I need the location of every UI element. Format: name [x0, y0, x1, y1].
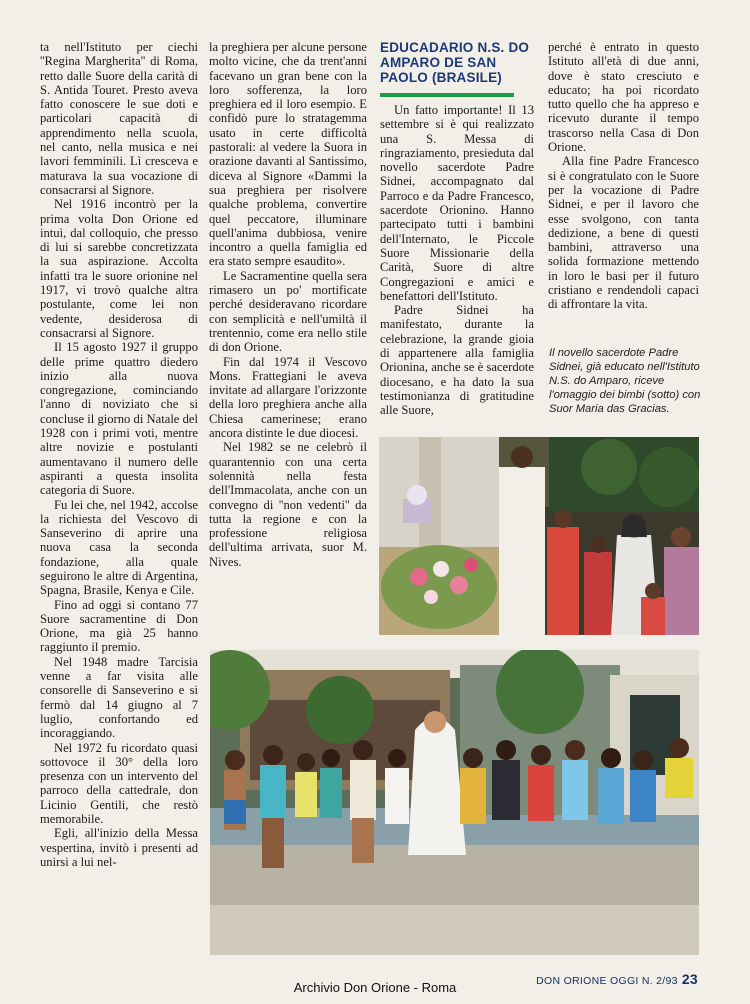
paragraph: Un fatto importante! Il 13 settembre si è qui realizzato una S. Messa di ringraziamento, presieduta dal novello sacerdote Padre Sidnei, accompagnato dal Parroco e da Padre Francesco, sacerdote Orionino. Hanno partecipato tutti i bambini dell'Internato, le Piccole Suore Missionarie della Carità, Suore di altre Congregazioni e amici e benefattori dell'Istituto. — [380, 103, 534, 303]
paragraph: Nel 1982 se ne celebrò il quarantennio con una certa solennità nella festa dell'Immacolata, anche con un convegno di ''non vedenti'' da tutta la regione e con la professione religiosa dell'ultima arrivata, suor M. Nives. — [209, 440, 367, 569]
paragraph: ta nell'Istituto per ciechi ''Regina Margherita'' di Roma, retto dalle Suore della carità di S. Antida Touret. Presto aveva fatto conoscere le sue doti e particolari capacità di apprendimento nella scuola, nel canto, nella musica e nei lavori femminili. Lì cresceva e maturava la sua vocazione di consacrarsi al Signore. — [40, 40, 198, 197]
paragraph: Il 15 agosto 1927 il gruppo delle prime quattro diedero inizio alla nuova congregazione, cominciando l'anno di noviziato che si concluse il giorno di Natale del 1928 con i primi voti, mentre altre novizie e postulanti aumentavano il numero delle aspiranti a questa insolita categoria di Suore. — [40, 340, 198, 498]
section-headline: EDUCADARIO N.S. DO AMPARO DE SAN PAOLO (BRASILE) — [380, 40, 530, 85]
paragraph: perché è entrato in questo Istituto all'età di due anni, dove è stato cresciuto e educato; ha poi ricordato tutto quello che ha appreso e ricevuto durante il tempo trascorso nella Casa di Don Orione. — [548, 40, 699, 155]
headline-underline — [380, 93, 514, 97]
photo-caption: Il novello sacerdote Padre Sidnei, già educato nell'Istituto N.S. do Amparo, riceve l'omaggio dei bimbi (sotto) con Suor Maria das Gracias. — [549, 347, 701, 415]
paragraph: Fino ad oggi si contano 77 Suore sacramentine di Don Orione, ma già 25 hanno raggiunto il premio. — [40, 597, 198, 655]
archive-credit: Archivio Don Orione - Roma — [293, 980, 457, 995]
magazine-issue: DON ORIONE OGGI N. 2/93 — [536, 975, 678, 987]
article-column-2 — [209, 40, 367, 569]
paragraph: Alla fine Padre Francesco si è congratulato con le Suore per la vocazione di Padre Sidnei, e per il lavoro che esse svolgono, con tanta dedizione, a bene di questi bambini, attraverso una solida formazione mettendo in loro le basi per il futuro cristiano e rendendoli capaci di affrontare la vita. — [548, 154, 699, 312]
paragraph: la preghiera per alcune persone molto vicine, che da trent'anni facevano un gran bene con la loro sofferenza, la loro preghiera ed il loro esempio. E confidò pure lo stratagemma usato in certe difficoltà pastorali: al vedere la Suora in orazione davanti al Santissimo, diceva al Signore «Dammi la sua preghiera per risolvere qualche problema, convertire quel peccatore, illuminare quell'anima dubbiosa, venire incontro a quella famiglia ed era stato sempre esaudito». — [209, 40, 367, 269]
paragraph: Padre Sidnei ha manifestato, durante la celebrazione, la grande gioia di appartenere alla famiglia Orionina, anche se è sacerdote diocesano, e ha dato la sua testimonianza di gratitudine alle Suore, — [380, 303, 534, 418]
photo-priest-ceremony — [379, 437, 699, 635]
photo-children-group — [210, 650, 699, 955]
paragraph: Egli, all'inizio della Messa vespertina, invitò i presenti ad unirsi a lui nel- — [40, 826, 198, 869]
paragraph: Le Sacramentine quella sera rimasero un po' mortificate perché desideravano ricordare con semplicità e nell'umiltà il trentennio, come era nello stile di don Orione. — [209, 268, 367, 355]
article-column-1 — [40, 40, 198, 869]
article-column-4 — [548, 40, 699, 312]
paragraph: Nel 1916 incontrò per la prima volta Don Orione ed intuì, dal colloquio, che presso di lui si sarebbe concretizzata la sua aspirazione. Accolta infatti tra le suore orionine nel 1917, vi trovò qualche altra postulante, come lei non vedente, desiderosa di consacrarsi al Signore. — [40, 197, 198, 340]
paragraph: Nel 1948 madre Tarcisia venne a far visita alle consorelle di Sanseverino e si fermò dal 14 giugno al 7 luglio, confortando ed incoraggiando. — [40, 654, 198, 741]
page-number: 23 — [681, 971, 698, 987]
paragraph: Fu lei che, nel 1942, accolse la richiesta del Vescovo di Sanseverino di aprire una nuova casa la seconda fondazione, alla quale seguirono le altre di Argentina, Spagna, Brasile, Kenya e Cile. — [40, 497, 198, 598]
paragraph: Fin dal 1974 il Vescovo Mons. Frattegiani le aveva invitate ad allargare l'orizzonte della loro preghiera anche alla Chiesa camerinese; erano ancora distinte le due diocesi. — [209, 354, 367, 441]
article-column-3 — [380, 103, 534, 418]
paragraph: Nel 1972 fu ricordato quasi sottovoce il 30° della loro presenza con un intervento del parroco della cattedrale, don Licinio Gentili, che restò memorabile. — [40, 740, 198, 827]
